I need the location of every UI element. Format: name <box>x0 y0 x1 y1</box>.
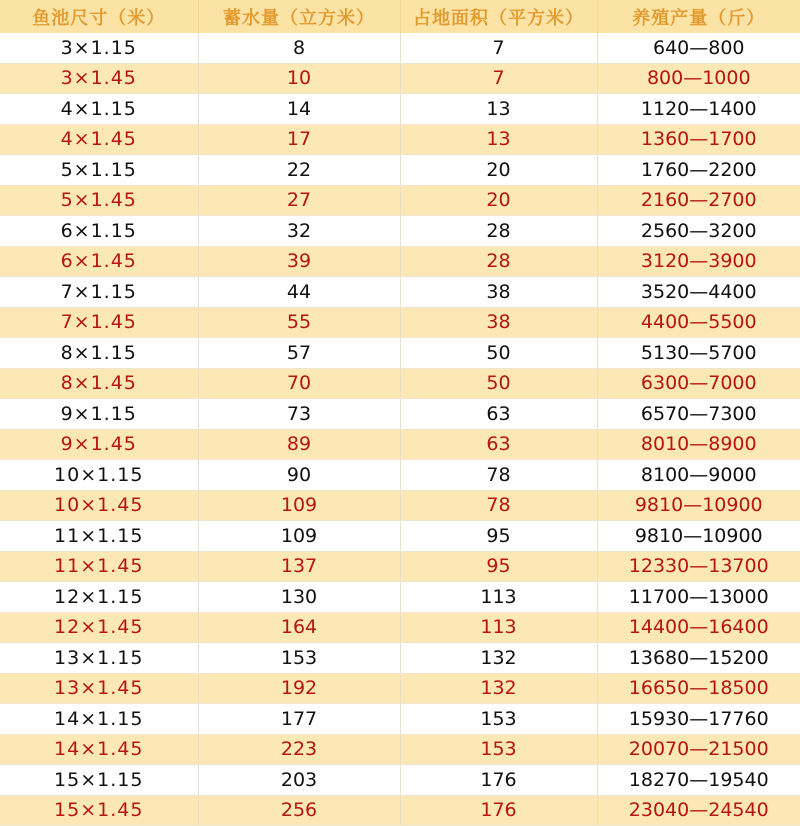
cell-water-volume: 22 <box>198 155 400 186</box>
cell-pond-size: 5×1.15 <box>0 155 198 186</box>
cell-yield: 18270—19540 <box>597 765 800 796</box>
cell-floor-area: 153 <box>400 734 597 765</box>
cell-yield: 6570—7300 <box>597 399 800 430</box>
cell-floor-area: 20 <box>400 185 597 216</box>
cell-water-volume: 70 <box>198 368 400 399</box>
cell-water-volume: 137 <box>198 551 400 582</box>
cell-water-volume: 73 <box>198 399 400 430</box>
table-row <box>0 277 800 308</box>
cell-floor-area: 20 <box>400 155 597 186</box>
table-row <box>0 734 800 765</box>
table-row <box>0 490 800 521</box>
cell-water-volume: 27 <box>198 185 400 216</box>
cell-pond-size: 5×1.45 <box>0 185 198 216</box>
cell-yield: 8100—9000 <box>597 460 800 491</box>
cell-water-volume: 44 <box>198 277 400 308</box>
cell-floor-area: 63 <box>400 429 597 460</box>
cell-floor-area: 153 <box>400 704 597 735</box>
cell-water-volume: 256 <box>198 795 400 826</box>
header-floor-area: 占地面积（平方米） <box>400 0 597 33</box>
table-body <box>0 33 800 826</box>
cell-yield: 2560—3200 <box>597 216 800 247</box>
cell-pond-size: 12×1.45 <box>0 612 198 643</box>
cell-yield: 12330—13700 <box>597 551 800 582</box>
cell-pond-size: 7×1.15 <box>0 277 198 308</box>
cell-pond-size: 4×1.15 <box>0 94 198 125</box>
cell-pond-size: 12×1.15 <box>0 582 198 613</box>
cell-pond-size: 6×1.45 <box>0 246 198 277</box>
cell-yield: 13680—15200 <box>597 643 800 674</box>
cell-floor-area: 28 <box>400 216 597 247</box>
cell-pond-size: 10×1.15 <box>0 460 198 491</box>
cell-pond-size: 9×1.45 <box>0 429 198 460</box>
cell-yield: 1120—1400 <box>597 94 800 125</box>
cell-yield: 3120—3900 <box>597 246 800 277</box>
cell-yield: 23040—24540 <box>597 795 800 826</box>
table-row <box>0 521 800 552</box>
table-row <box>0 399 800 430</box>
cell-floor-area: 132 <box>400 643 597 674</box>
cell-pond-size: 11×1.45 <box>0 551 198 582</box>
cell-pond-size: 11×1.15 <box>0 521 198 552</box>
cell-yield: 2160—2700 <box>597 185 800 216</box>
table-row <box>0 429 800 460</box>
cell-pond-size: 10×1.45 <box>0 490 198 521</box>
cell-pond-size: 15×1.15 <box>0 765 198 796</box>
header-water-volume: 蓄水量（立方米） <box>198 0 400 33</box>
cell-pond-size: 9×1.15 <box>0 399 198 430</box>
table-row <box>0 185 800 216</box>
cell-water-volume: 203 <box>198 765 400 796</box>
cell-yield: 14400—16400 <box>597 612 800 643</box>
cell-yield: 11700—13000 <box>597 582 800 613</box>
cell-water-volume: 109 <box>198 521 400 552</box>
cell-floor-area: 38 <box>400 277 597 308</box>
cell-water-volume: 32 <box>198 216 400 247</box>
cell-pond-size: 14×1.45 <box>0 734 198 765</box>
table-row <box>0 765 800 796</box>
table-row <box>0 216 800 247</box>
cell-yield: 15930—17760 <box>597 704 800 735</box>
cell-floor-area: 7 <box>400 63 597 94</box>
cell-water-volume: 14 <box>198 94 400 125</box>
cell-yield: 9810—10900 <box>597 490 800 521</box>
cell-water-volume: 177 <box>198 704 400 735</box>
cell-floor-area: 13 <box>400 94 597 125</box>
header-pond-size: 鱼池尺寸（米） <box>0 0 198 33</box>
cell-floor-area: 78 <box>400 460 597 491</box>
cell-floor-area: 28 <box>400 246 597 277</box>
cell-pond-size: 13×1.45 <box>0 673 198 704</box>
cell-water-volume: 130 <box>198 582 400 613</box>
cell-floor-area: 7 <box>400 33 597 63</box>
cell-pond-size: 14×1.15 <box>0 704 198 735</box>
cell-pond-size: 3×1.15 <box>0 33 198 63</box>
cell-floor-area: 78 <box>400 490 597 521</box>
table-row <box>0 643 800 674</box>
cell-yield: 5130—5700 <box>597 338 800 369</box>
cell-water-volume: 17 <box>198 124 400 155</box>
table-row <box>0 338 800 369</box>
cell-pond-size: 8×1.15 <box>0 338 198 369</box>
cell-pond-size: 15×1.45 <box>0 795 198 826</box>
cell-yield: 3520—4400 <box>597 277 800 308</box>
cell-yield: 800—1000 <box>597 63 800 94</box>
cell-water-volume: 164 <box>198 612 400 643</box>
cell-water-volume: 223 <box>198 734 400 765</box>
cell-yield: 1360—1700 <box>597 124 800 155</box>
table-row <box>0 704 800 735</box>
cell-water-volume: 55 <box>198 307 400 338</box>
cell-water-volume: 153 <box>198 643 400 674</box>
cell-yield: 9810—10900 <box>597 521 800 552</box>
cell-water-volume: 8 <box>198 33 400 63</box>
cell-water-volume: 192 <box>198 673 400 704</box>
cell-pond-size: 6×1.15 <box>0 216 198 247</box>
cell-pond-size: 13×1.15 <box>0 643 198 674</box>
cell-floor-area: 176 <box>400 795 597 826</box>
header-row <box>0 0 800 33</box>
cell-floor-area: 132 <box>400 673 597 704</box>
table-row <box>0 582 800 613</box>
cell-yield: 16650—18500 <box>597 673 800 704</box>
table-row <box>0 94 800 125</box>
header-yield: 养殖产量（斤） <box>597 0 800 33</box>
cell-water-volume: 89 <box>198 429 400 460</box>
table-header <box>0 0 800 33</box>
table-row <box>0 460 800 491</box>
cell-yield: 6300—7000 <box>597 368 800 399</box>
cell-floor-area: 63 <box>400 399 597 430</box>
cell-water-volume: 90 <box>198 460 400 491</box>
table-row <box>0 307 800 338</box>
cell-floor-area: 95 <box>400 551 597 582</box>
table-row <box>0 124 800 155</box>
cell-yield: 1760—2200 <box>597 155 800 186</box>
table-row <box>0 551 800 582</box>
table-row <box>0 368 800 399</box>
cell-floor-area: 176 <box>400 765 597 796</box>
cell-yield: 20070—21500 <box>597 734 800 765</box>
table-row <box>0 673 800 704</box>
cell-floor-area: 95 <box>400 521 597 552</box>
table-row <box>0 246 800 277</box>
table-row <box>0 612 800 643</box>
cell-floor-area: 50 <box>400 368 597 399</box>
cell-floor-area: 113 <box>400 582 597 613</box>
cell-pond-size: 7×1.45 <box>0 307 198 338</box>
table-row <box>0 33 800 63</box>
cell-yield: 4400—5500 <box>597 307 800 338</box>
table-row <box>0 155 800 186</box>
cell-water-volume: 57 <box>198 338 400 369</box>
cell-water-volume: 109 <box>198 490 400 521</box>
cell-floor-area: 50 <box>400 338 597 369</box>
cell-pond-size: 8×1.45 <box>0 368 198 399</box>
cell-pond-size: 3×1.45 <box>0 63 198 94</box>
cell-water-volume: 10 <box>198 63 400 94</box>
cell-yield: 8010—8900 <box>597 429 800 460</box>
cell-yield: 640—800 <box>597 33 800 63</box>
cell-water-volume: 39 <box>198 246 400 277</box>
cell-floor-area: 38 <box>400 307 597 338</box>
cell-floor-area: 13 <box>400 124 597 155</box>
table-row <box>0 63 800 94</box>
cell-pond-size: 4×1.45 <box>0 124 198 155</box>
cell-floor-area: 113 <box>400 612 597 643</box>
